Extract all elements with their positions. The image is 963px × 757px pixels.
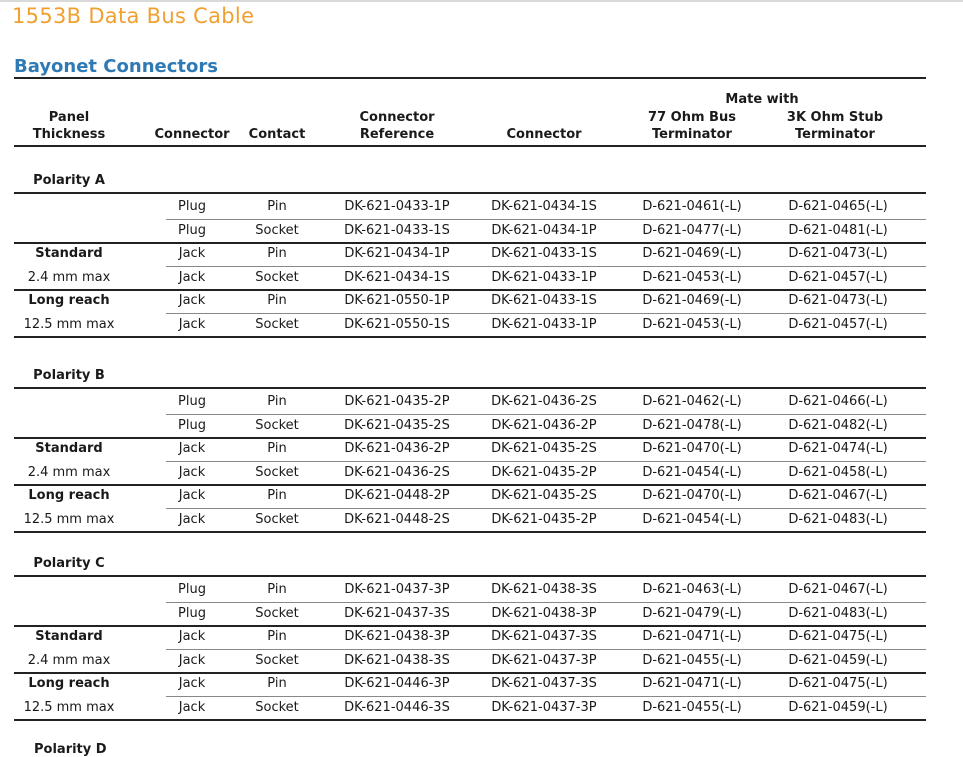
panel-thickness-label: Long reach: [28, 293, 110, 308]
cell-terminator-77: D-621-0470(-L): [642, 441, 742, 456]
next-section-peek: Polarity D: [34, 742, 107, 757]
cell-terminator-77: D-621-0462(-L): [642, 394, 742, 409]
cell-connector-reference: DK-621-0436-2S: [344, 464, 450, 480]
cell-connector-reference: DK-621-0448-2S: [344, 511, 450, 527]
cell-mate-connector: DK-621-0433-1P: [491, 316, 597, 332]
cell-terminator-3k: D-621-0483(-L): [788, 605, 888, 621]
table-row: [14, 578, 926, 602]
page-title: 1553B Data Bus Cable: [12, 4, 255, 28]
cell-contact: Socket: [255, 699, 299, 715]
cell-connector: Jack: [178, 316, 206, 332]
panel-thickness-label: 2.4 mm max: [27, 652, 111, 668]
cell-connector-reference: DK-621-0438-3S: [344, 652, 450, 668]
header-connector-reference: [326, 109, 468, 143]
cell-terminator-3k: D-621-0459(-L): [788, 652, 888, 668]
header-terminator-3k-line2: Terminator: [795, 127, 875, 142]
header-connector-reference-line1: Connector: [359, 110, 435, 125]
panel-thickness-label: 12.5 mm max: [23, 316, 115, 332]
cell-terminator-3k: D-621-0475(-L): [788, 676, 888, 691]
panel-thickness-label: 12.5 mm max: [23, 699, 115, 715]
cell-contact: Pin: [267, 246, 287, 261]
header-terminator-77-line1: 77 Ohm Bus: [648, 110, 736, 125]
cell-terminator-77: D-621-0477(-L): [642, 222, 742, 238]
cell-connector-reference: DK-621-0434-1P: [344, 246, 450, 261]
cell-mate-connector: DK-621-0438-3S: [491, 582, 597, 597]
cell-terminator-77: D-621-0471(-L): [642, 676, 742, 691]
header-terminator-3k: [763, 109, 907, 143]
table-row: [14, 602, 926, 626]
cell-contact: Pin: [267, 293, 287, 308]
cell-terminator-3k: D-621-0473(-L): [788, 246, 888, 261]
cell-connector-reference: DK-621-0438-3P: [344, 629, 450, 644]
cell-connector: Plug: [178, 222, 206, 238]
cell-contact: Socket: [255, 464, 299, 480]
cell-terminator-3k: D-621-0482(-L): [788, 417, 888, 433]
header-terminator-77-line2: Terminator: [652, 127, 732, 142]
cell-connector: Jack: [178, 699, 206, 715]
cell-terminator-3k: D-621-0457(-L): [788, 269, 888, 285]
table-row: [14, 625, 926, 649]
cell-mate-connector: DK-621-0435-2P: [491, 511, 597, 527]
cell-terminator-3k: D-621-0465(-L): [788, 199, 888, 214]
cell-mate-connector: DK-621-0433-1P: [491, 269, 597, 285]
cell-mate-connector: DK-621-0434-1P: [491, 222, 597, 238]
cell-connector: Jack: [178, 269, 206, 285]
panel-thickness-label: Standard: [35, 441, 103, 456]
cell-mate-connector: DK-621-0436-2S: [491, 394, 597, 409]
polarity-rule: [14, 387, 926, 389]
cell-contact: Pin: [267, 394, 287, 409]
cell-connector-reference: DK-621-0437-3S: [344, 605, 450, 621]
table-row: [14, 313, 926, 337]
cell-connector-reference: DK-621-0436-2P: [344, 441, 450, 456]
cell-mate-connector: DK-621-0433-1S: [491, 246, 597, 261]
cell-connector-reference: DK-621-0446-3P: [344, 676, 450, 691]
section-title-rule: [14, 77, 926, 79]
cell-terminator-77: D-621-0455(-L): [642, 652, 742, 668]
cell-contact: Socket: [255, 511, 299, 527]
polarity-title: Polarity B: [33, 368, 105, 383]
table-row: [14, 195, 926, 219]
table-row: [14, 508, 926, 532]
cell-terminator-77: D-621-0453(-L): [642, 269, 742, 285]
cell-mate-connector: DK-621-0435-2P: [491, 464, 597, 480]
table-row: [14, 437, 926, 461]
cell-connector-reference: DK-621-0550-1P: [344, 293, 450, 308]
cell-terminator-3k: D-621-0483(-L): [788, 511, 888, 527]
top-divider: [0, 0, 963, 2]
cell-connector: Jack: [178, 488, 206, 503]
cell-contact: Pin: [267, 582, 287, 597]
cell-mate-connector: DK-621-0435-2S: [491, 488, 597, 503]
cell-connector: Jack: [178, 441, 206, 456]
cell-terminator-3k: D-621-0474(-L): [788, 441, 888, 456]
cell-terminator-77: D-621-0455(-L): [642, 699, 742, 715]
table-row: [14, 672, 926, 696]
cell-mate-connector: DK-621-0437-3S: [491, 676, 597, 691]
cell-contact: Pin: [267, 629, 287, 644]
cell-connector: Jack: [178, 629, 206, 644]
panel-thickness-label: Standard: [35, 246, 103, 261]
cell-terminator-3k: D-621-0459(-L): [788, 699, 888, 715]
cell-contact: Socket: [255, 269, 299, 285]
panel-thickness-label: Long reach: [28, 488, 110, 503]
cell-connector: Plug: [178, 417, 206, 433]
cell-mate-connector: DK-621-0437-3P: [491, 652, 597, 668]
cell-connector-reference: DK-621-0435-2S: [344, 417, 450, 433]
cell-terminator-77: D-621-0463(-L): [642, 582, 742, 597]
cell-contact: Pin: [267, 488, 287, 503]
cell-terminator-3k: D-621-0467(-L): [788, 488, 888, 503]
cell-terminator-77: D-621-0478(-L): [642, 417, 742, 433]
header-panel-thickness-line2: Thickness: [32, 127, 106, 142]
cell-connector-reference: DK-621-0435-2P: [344, 394, 450, 409]
cell-contact: Pin: [267, 441, 287, 456]
panel-thickness-label: Long reach: [28, 676, 110, 691]
cell-terminator-77: D-621-0454(-L): [642, 464, 742, 480]
cell-mate-connector: DK-621-0433-1S: [491, 293, 597, 308]
cell-terminator-3k: D-621-0481(-L): [788, 222, 888, 238]
group-bottom-rule: [14, 336, 926, 338]
cell-terminator-77: D-621-0470(-L): [642, 488, 742, 503]
cell-terminator-77: D-621-0454(-L): [642, 511, 742, 527]
panel-thickness-label: 2.4 mm max: [27, 464, 111, 480]
table-row: [14, 289, 926, 313]
header-connector: Connector: [154, 127, 230, 142]
cell-connector: Jack: [178, 246, 206, 261]
cell-mate-connector: DK-621-0436-2P: [491, 417, 597, 433]
cell-contact: Socket: [255, 417, 299, 433]
header-panel-thickness: [14, 109, 124, 143]
cell-connector-reference: DK-621-0437-3P: [344, 582, 450, 597]
cell-terminator-77: D-621-0461(-L): [642, 199, 742, 214]
header-panel-thickness-line1: Panel: [48, 110, 90, 125]
cell-connector: Jack: [178, 464, 206, 480]
header-mate-with: Mate with: [725, 92, 799, 107]
panel-thickness-label: 12.5 mm max: [23, 511, 115, 527]
cell-connector-reference: DK-621-0434-1S: [344, 269, 450, 285]
table-row: [14, 414, 926, 438]
cell-terminator-3k: D-621-0475(-L): [788, 629, 888, 644]
cell-connector-reference: DK-621-0433-1P: [344, 199, 450, 214]
cell-contact: Socket: [255, 605, 299, 621]
cell-contact: Pin: [267, 199, 287, 214]
table-row: [14, 461, 926, 485]
cell-terminator-3k: D-621-0473(-L): [788, 293, 888, 308]
header-rule: [14, 145, 926, 147]
cell-mate-connector: DK-621-0437-3P: [491, 699, 597, 715]
polarity-title: Polarity A: [33, 173, 105, 188]
cell-connector: Jack: [178, 293, 206, 308]
polarity-rule: [14, 192, 926, 194]
cell-connector: Plug: [178, 605, 206, 621]
cell-mate-connector: DK-621-0435-2S: [491, 441, 597, 456]
header-terminator-3k-line1: 3K Ohm Stub: [786, 110, 884, 125]
cell-connector: Plug: [178, 394, 206, 409]
cell-contact: Socket: [255, 316, 299, 332]
cell-terminator-3k: D-621-0458(-L): [788, 464, 888, 480]
cell-terminator-3k: D-621-0467(-L): [788, 582, 888, 597]
cell-contact: Socket: [255, 222, 299, 238]
cell-terminator-77: D-621-0479(-L): [642, 605, 742, 621]
cell-mate-connector: DK-621-0437-3S: [491, 629, 597, 644]
polarity-title: Polarity C: [33, 556, 105, 571]
table-row: [14, 484, 926, 508]
cell-connector: Jack: [178, 511, 206, 527]
cell-terminator-77: D-621-0469(-L): [642, 293, 742, 308]
header-mate-connector: Connector: [506, 127, 582, 142]
cell-connector-reference: DK-621-0448-2P: [344, 488, 450, 503]
cell-connector: Plug: [178, 582, 206, 597]
cell-mate-connector: DK-621-0434-1S: [491, 199, 597, 214]
cell-mate-connector: DK-621-0438-3P: [491, 605, 597, 621]
panel-thickness-label: Standard: [35, 629, 103, 644]
table-row: [14, 266, 926, 290]
cell-terminator-3k: D-621-0457(-L): [788, 316, 888, 332]
table-row: [14, 219, 926, 243]
cell-connector-reference: DK-621-0550-1S: [344, 316, 450, 332]
cell-terminator-3k: D-621-0466(-L): [788, 394, 888, 409]
section-title: Bayonet Connectors: [14, 56, 218, 77]
polarity-rule: [14, 575, 926, 577]
cell-connector-reference: DK-621-0446-3S: [344, 699, 450, 715]
table-row: [14, 242, 926, 266]
cell-contact: Socket: [255, 652, 299, 668]
cell-connector: Plug: [178, 199, 206, 214]
header-terminator-77: [620, 109, 764, 143]
group-bottom-rule: [14, 719, 926, 721]
table-row: [14, 696, 926, 720]
cell-terminator-77: D-621-0469(-L): [642, 246, 742, 261]
header-connector-reference-line2: Reference: [359, 127, 435, 142]
cell-contact: Pin: [267, 676, 287, 691]
cell-connector: Jack: [178, 676, 206, 691]
header-contact: Contact: [248, 127, 306, 142]
cell-terminator-77: D-621-0453(-L): [642, 316, 742, 332]
cell-connector: Jack: [178, 652, 206, 668]
table-row: [14, 390, 926, 414]
cell-connector-reference: DK-621-0433-1S: [344, 222, 450, 238]
panel-thickness-label: 2.4 mm max: [27, 269, 111, 285]
table-row: [14, 649, 926, 673]
cell-terminator-77: D-621-0471(-L): [642, 629, 742, 644]
group-bottom-rule: [14, 531, 926, 533]
